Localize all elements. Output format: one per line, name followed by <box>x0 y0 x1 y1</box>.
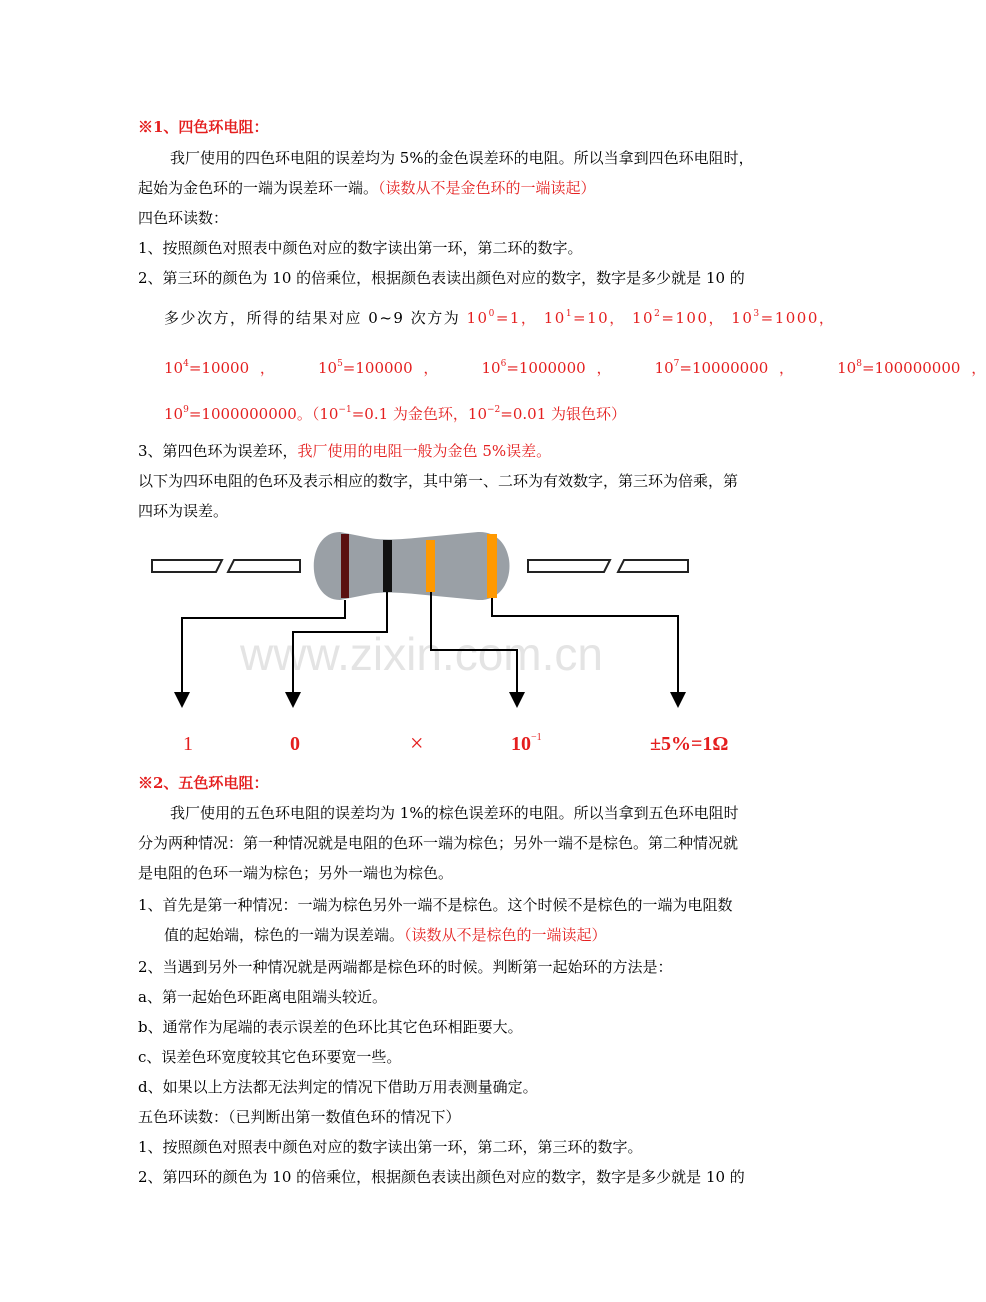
s2-case1-line1: 1、首先是第一种情况：一端为棕色另外一端不是棕色。这个时候不是棕色的一端为电阻数 <box>138 896 733 914</box>
arrow-1 <box>174 692 190 708</box>
s2-case1-line2: 值的起始端，棕色的一端为误差端。（读数从不是棕色的一端读起） <box>164 926 607 944</box>
band-value-2: 0 <box>290 733 300 755</box>
band-value-tolerance: ±5%=1Ω <box>650 733 729 755</box>
s2-paragraph-line2: 分为两种情况：第一种情况就是电阻的色环一端为棕色；另外一端不是棕色。第二种情况就 <box>138 834 739 852</box>
band-value-1: 1 <box>183 733 193 755</box>
s2-item-a: a、第一起始色环距离电阻端头较近。 <box>138 988 387 1006</box>
arrow-3 <box>509 692 525 708</box>
s2-read-title: 五色环读数：（已判断出第一数值色环的情况下） <box>138 1108 461 1126</box>
s2-step2: 2、第四环的颜色为 10 的倍乘位，根据颜色表读出颜色对应的数字，数字是多少就是 10 的 <box>138 1168 745 1186</box>
s1-step2-line2: 多少次方，所得的结果对应 0~9 次方为 $10^0=1$， $10^1=10$， $10^2=100$， $10^3=1000$， <box>164 309 836 327</box>
s2-item-b: b、通常作为尾端的表示误差的色环比其它色环相距要大。 <box>138 1018 523 1036</box>
s2-case2: 2、当遇到另外一种情况就是两端都是棕色环的时候。判断第一起始环的方法是： <box>138 958 673 976</box>
s1-powers-line2: $10^4=10000$ ， $10^5=100000$ ， $10^6=1000000$ ， $10^7=10000000$ ， $10^8=100000000$ ， <box>164 359 986 377</box>
s2-paragraph-line3: 是电阻的色环一端为棕色；另外一端也为棕色。 <box>138 864 454 882</box>
arrow-4 <box>670 692 686 708</box>
s2-item-d: d、如果以上方法都无法判定的情况下借助万用表测量确定。 <box>138 1078 538 1096</box>
s1-p1b-note: （读数从不是金色环的一端读起） <box>378 179 596 197</box>
lead-right-inner <box>528 560 610 572</box>
s1-step3-note: 我厂使用的电阻一般为金色 5%误差。 <box>297 442 552 460</box>
lead-left-inner <box>228 560 300 572</box>
s1-powers-line3: $10^9=1000000000$。（$10^{-1}=0.1$ 为金色环，$10^{-2}=0.01$ 为银色环） <box>164 405 627 423</box>
s1-intro-line2: 四环为误差。 <box>138 502 229 520</box>
band-4 <box>487 534 497 598</box>
lead-right-outer <box>618 560 688 572</box>
resistor-diagram <box>140 522 700 762</box>
multiply-sign: × <box>410 731 424 757</box>
s2-case1-note: （读数从不是棕色的一端读起） <box>404 926 607 944</box>
band-2 <box>383 540 392 592</box>
s2-step1: 1、按照颜色对照表中颜色对应的数字读出第一环，第二环，第三环的数字。 <box>138 1138 643 1156</box>
watermark: www.zixin.com.cn <box>240 628 603 680</box>
lead-left-outer <box>152 560 222 572</box>
s2-paragraph-line1: 我厂使用的五色环电阻的误差均为 1%的棕色误差环的电阻。所以当拿到五色环电阻时 <box>170 804 739 822</box>
band-1 <box>341 534 349 598</box>
s1-step2b: 多少次方，所得的结果对应 0~9 次方为 <box>164 309 461 327</box>
s1-read-title: 四色环读数： <box>138 209 229 227</box>
s1-intro-line1: 以下为四环电阻的色环及表示相应的数字，其中第一、二环为有效数字，第三环为倍乘，第 <box>138 472 739 490</box>
s1-paragraph-line2 <box>138 178 596 198</box>
arrow-2 <box>285 692 301 708</box>
s1-p1b: 起始为金色环的一端为误差环一端。 <box>138 179 379 197</box>
s1-step3: 3、第四色环为误差环，我厂使用的电阻一般为金色 5%误差。 <box>138 442 552 460</box>
band-value-multiplier: $10^{-1}$ <box>511 732 542 755</box>
s1-step2-line1: 2、第三环的颜色为 10 的倍乘位，根据颜色表读出颜色对应的数字，数字是多少就是 10 的 <box>138 269 745 287</box>
section1-heading: ※1、四色环电阻： <box>138 118 269 136</box>
s1-paragraph-line1: 我厂使用的四色环电阻的误差均为 5%的金色误差环的电阻。所以当拿到四色环电阻时， <box>170 149 754 167</box>
s1-step1: 1、按照颜色对照表中颜色对应的数字读出第一环，第二环的数字。 <box>138 239 583 257</box>
section2-heading: ※2、五色环电阻： <box>138 774 269 792</box>
s2-item-c: c、误差色环宽度较其它色环要宽一些。 <box>138 1048 402 1066</box>
band-3 <box>426 540 435 592</box>
